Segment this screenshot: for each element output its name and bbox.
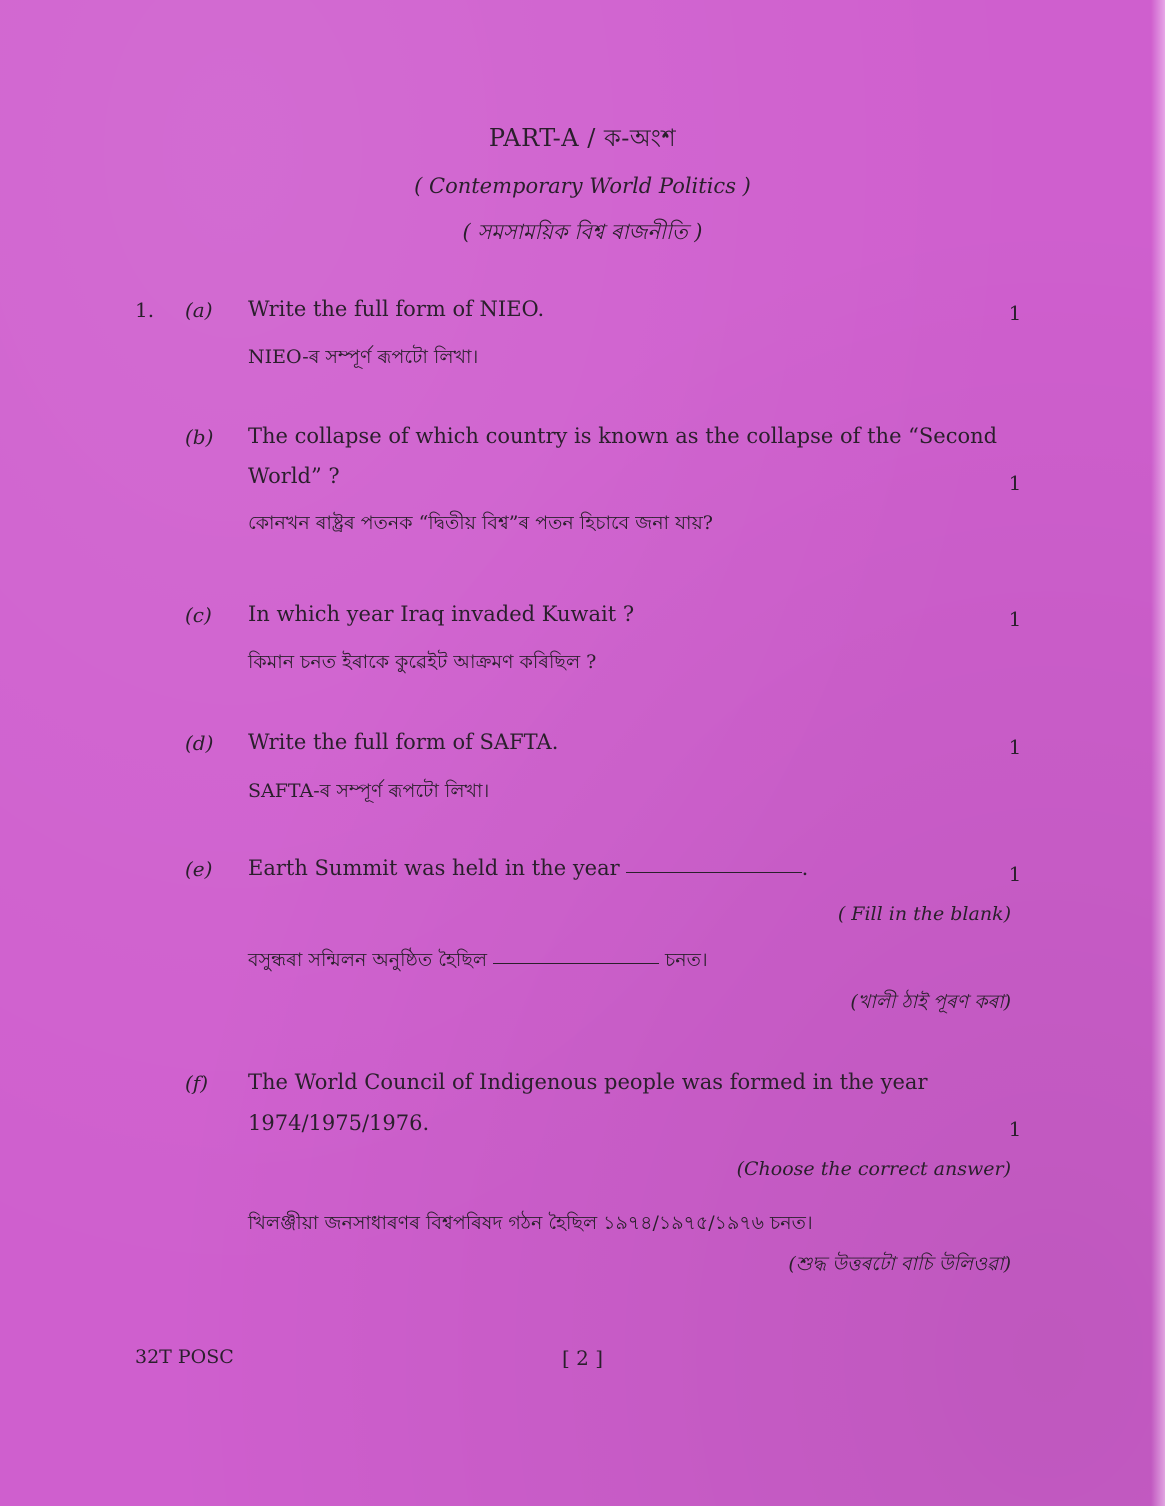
item-c-label: (c) bbox=[185, 603, 212, 627]
section-subtitle-assamese: ( সমসাময়িক বিশ্ব ৰাজনীতি ) bbox=[462, 220, 703, 244]
item-e-english-end: . bbox=[801, 856, 809, 880]
item-e-label: (e) bbox=[185, 857, 213, 881]
item-c-assamese: কিমান চনত ইৰাকে কুৱেইট আক্ৰমণ কৰিছিল ? bbox=[248, 651, 597, 673]
section-subtitle-english: ( Contemporary World Politics ) bbox=[414, 174, 751, 198]
item-e-english bbox=[248, 856, 808, 880]
item-b-assamese: কোনখন ৰাষ্ট্ৰৰ পতনক “দ্বিতীয় বিশ্ব”ৰ পতন হিচাবে জনা যায়? bbox=[248, 512, 713, 534]
fill-blank-line bbox=[626, 872, 802, 873]
item-e-instruction-assamese: (খালী ঠাই পূৰণ কৰা) bbox=[850, 991, 1011, 1013]
item-e-instruction-english: ( Fill in the blank) bbox=[837, 903, 1011, 925]
item-d-assamese: SAFTA-ৰ সম্পূর্ণ ৰূপটো লিখা। bbox=[248, 780, 490, 802]
item-c-marks: 1 bbox=[1008, 607, 1022, 631]
item-d-label: (d) bbox=[185, 731, 214, 755]
fill-blank-line-assamese bbox=[493, 963, 659, 964]
item-b-marks: 1 bbox=[1008, 471, 1022, 495]
item-a-english: Write the full form of NIEO. bbox=[248, 297, 545, 321]
item-e-assamese bbox=[248, 946, 708, 978]
item-b-english-line1: The collapse of which country is known as the collapse of the “Second bbox=[248, 424, 998, 448]
item-f-label: (f) bbox=[185, 1071, 209, 1095]
item-f-marks: 1 bbox=[1008, 1117, 1022, 1141]
item-f-english-line2: 1974/1975/1976. bbox=[248, 1111, 430, 1135]
question-number: 1. bbox=[135, 298, 155, 322]
part-title: PART-A / ক-অংশ bbox=[488, 124, 677, 152]
item-b-label: (b) bbox=[185, 425, 214, 449]
item-e-marks: 1 bbox=[1008, 862, 1022, 886]
item-e-assamese-start: বসুন্ধৰা সন্মিলন অনুষ্ঠিত হৈছিল bbox=[248, 949, 488, 971]
paper-code: 32T POSC bbox=[135, 1346, 234, 1368]
page-number: [ 2 ] bbox=[561, 1346, 604, 1370]
item-b-english-line2: World” ? bbox=[248, 464, 340, 488]
item-f-instruction-assamese: (শুদ্ধ উত্তৰটো বাচি উলিওৱা) bbox=[788, 1253, 1011, 1275]
item-e-english-text: Earth Summit was held in the year bbox=[248, 856, 620, 880]
item-d-english: Write the full form of SAFTA. bbox=[248, 730, 559, 754]
item-f-instruction-english: (Choose the correct answer) bbox=[736, 1158, 1011, 1180]
item-a-assamese: NIEO-ৰ সম্পূর্ণ ৰূপটো লিখা। bbox=[248, 346, 479, 368]
item-f-assamese: খিলঞ্জীয়া জনসাধাৰণৰ বিশ্বপৰিষদ গঠন হৈছিল ১৯৭৪/১৯৭৫/১৯৭৬ চনত। bbox=[248, 1212, 813, 1234]
item-a-label: (a) bbox=[185, 298, 213, 322]
item-e-assamese-end: চনত। bbox=[665, 949, 708, 971]
item-f-english-line1: The World Council of Indigenous people was formed in the year bbox=[248, 1070, 928, 1094]
item-a-marks: 1 bbox=[1008, 301, 1022, 325]
item-c-english: In which year Iraq invaded Kuwait ? bbox=[248, 602, 635, 626]
item-d-marks: 1 bbox=[1008, 735, 1022, 759]
